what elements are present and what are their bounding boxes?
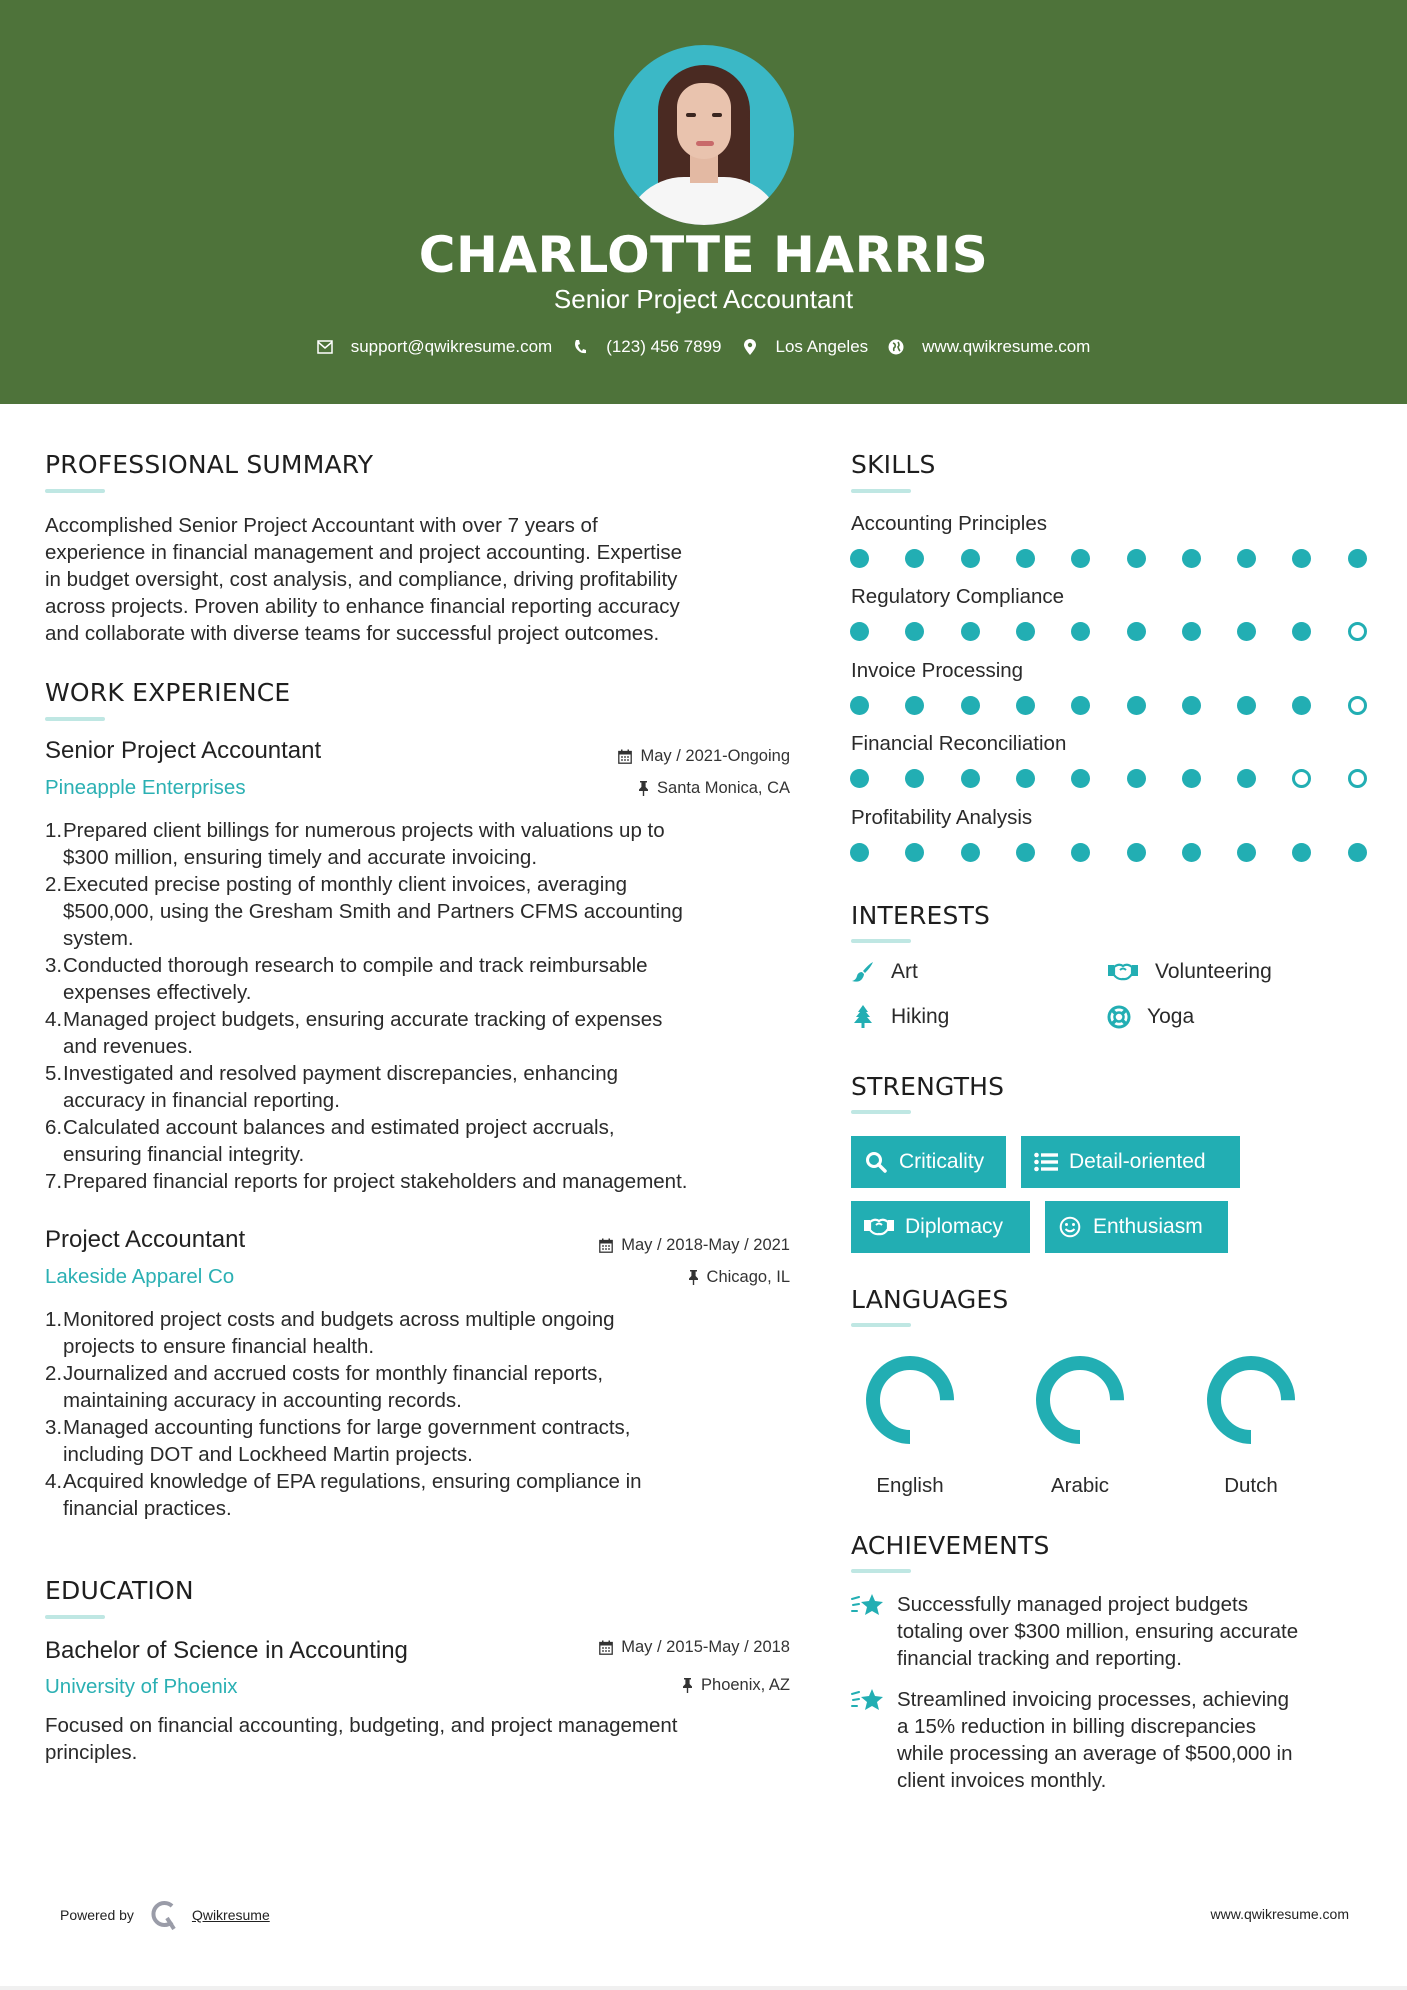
degree-title: Bachelor of Science in Accounting: [45, 1637, 408, 1664]
summary-underline: [45, 489, 105, 493]
rating-dot-filled: [1016, 843, 1035, 862]
rating-dot-filled: [1071, 843, 1090, 862]
achievement-item: [851, 1686, 1371, 1794]
calendar-icon: [599, 1238, 613, 1253]
rating-dot-filled: [1182, 769, 1201, 788]
list-item: 1. Prepared client billings for numerous projects with valuations up to $300 million, ensuring timely and accurate invoicing.: [45, 819, 665, 869]
rating-dot-filled: [905, 549, 924, 568]
rating-dot-filled: [961, 622, 980, 641]
rating-dot-filled: [1182, 622, 1201, 641]
rating-dot-filled: [850, 696, 869, 715]
skill-rating: [850, 696, 1370, 716]
language-ring: [862, 1352, 958, 1448]
rating-dot-filled: [1127, 622, 1146, 641]
list-icon: [1033, 1149, 1059, 1175]
education-underline: [45, 1615, 105, 1619]
pushpin-icon: [638, 781, 649, 796]
candidate-role: Senior Project Accountant: [553, 284, 854, 314]
summary-text: Accomplished Senior Project Accountant with over 7 years of experience in financial management and project accounting. Expertise in budget oversight, cost analysis, and compliance, driving profitability across projects. Proven ability to enhance financial reporting accuracy and collaborate with diverse teams for successful project outcomes.: [45, 514, 683, 645]
job-location: Chicago, IL: [688, 1268, 790, 1287]
contact-location-text: Los Angeles: [775, 337, 869, 356]
list-item: 3. Managed accounting functions for large government contracts, including DOT and Lockheed Martin projects.: [45, 1416, 631, 1466]
language-name: Dutch: [1224, 1474, 1278, 1497]
contact-email[interactable]: [317, 337, 553, 357]
list-item: 5. Investigated and resolved payment discrepancies, enhancing accuracy in financial reporting.: [45, 1062, 618, 1112]
smile-icon: [1057, 1214, 1083, 1240]
rating-dot-filled: [1237, 696, 1256, 715]
contact-email-text: support@qwikresume.com: [350, 337, 553, 356]
skill-rating: [850, 843, 1370, 863]
rating-dot-filled: [850, 769, 869, 788]
rating-dot-filled: [850, 843, 869, 862]
education-location: Phoenix, AZ: [682, 1676, 790, 1695]
rating-dot-filled: [1292, 696, 1311, 715]
resume-header: [0, 0, 1407, 404]
school-name: University of Phoenix: [45, 1675, 238, 1698]
language-ring: [1032, 1352, 1128, 1448]
skill-name: Profitability Analysis: [851, 806, 1033, 829]
interests-heading: INTERESTS: [851, 901, 991, 930]
skill-rating: [850, 769, 1370, 789]
tree-icon: [851, 1005, 875, 1029]
rating-dot-filled: [1127, 549, 1146, 568]
qwikresume-logo-icon: [150, 1900, 178, 1930]
rating-dot-filled: [1237, 622, 1256, 641]
rating-dot-filled: [1016, 549, 1035, 568]
education-dates: May / 2015-May / 2018: [599, 1638, 790, 1657]
language-name: Arabic: [1050, 1474, 1110, 1497]
education-description: Focused on financial accounting, budgeting, and project management principles.: [45, 1714, 678, 1764]
job-location: Santa Monica, CA: [638, 779, 790, 798]
envelope-icon: [317, 339, 333, 355]
rating-dot-filled: [1237, 843, 1256, 862]
rating-dot-filled: [850, 549, 869, 568]
rating-dot-filled: [905, 622, 924, 641]
skill-name: Invoice Processing: [851, 659, 1024, 682]
star-icon: [851, 1686, 885, 1716]
page-bottom-edge: [0, 1986, 1407, 1990]
pushpin-icon: [682, 1678, 693, 1693]
skill-name: Financial Reconciliation: [851, 732, 1067, 755]
rating-dot-filled: [1292, 549, 1311, 568]
job-title: Senior Project Accountant: [45, 737, 322, 764]
strength-badge-criticality: Criticality: [851, 1136, 1006, 1188]
skill-rating: [850, 622, 1370, 642]
education-heading: EDUCATION: [45, 1576, 194, 1605]
rating-dot-filled: [1182, 549, 1201, 568]
rating-dot-filled: [1071, 622, 1090, 641]
rating-dot-filled: [1071, 769, 1090, 788]
list-item: 3. Conducted thorough research to compile and track reimbursable expenses effectively.: [45, 954, 648, 1004]
skill-name: Regulatory Compliance: [851, 585, 1065, 608]
qwikresume-link[interactable]: Qwikresume: [191, 1907, 270, 1923]
languages-heading: LANGUAGES: [851, 1285, 1009, 1314]
rating-dot-empty: [1348, 769, 1367, 788]
language-ring: [1203, 1352, 1299, 1448]
life-ring-icon: [1107, 1005, 1131, 1029]
list-item: 2. Executed precise posting of monthly client invoices, averaging $500,000, using the Gresham Smith and Partners CFMS accounting system.: [45, 873, 683, 950]
rating-dot-filled: [1237, 769, 1256, 788]
skills-heading: SKILLS: [851, 450, 936, 479]
rating-dot-empty: [1292, 769, 1311, 788]
rating-dot-filled: [1182, 696, 1201, 715]
handshake-icon: [1107, 960, 1139, 984]
achievement-text: Streamlined invoicing processes, achieving a 15% reduction in billing discrepancies while processing an average of $500,000 in client invoices monthly.: [897, 1688, 1293, 1792]
contact-bar: [0, 337, 1407, 357]
rating-dot-empty: [1348, 622, 1367, 641]
map-pin-icon: [742, 339, 758, 355]
strength-badge-enthusiasm: Enthusiasm: [1045, 1201, 1228, 1253]
rating-dot-filled: [1016, 696, 1035, 715]
search-icon: [863, 1149, 889, 1175]
paintbrush-icon: [851, 960, 875, 984]
job-bullets: [45, 1306, 815, 1522]
rating-dot-filled: [1127, 769, 1146, 788]
skill-name: Accounting Principles: [851, 512, 1047, 535]
pushpin-icon: [688, 1270, 699, 1285]
phone-icon: [572, 339, 588, 355]
rating-dot-filled: [1127, 843, 1146, 862]
rating-dot-filled: [961, 769, 980, 788]
strengths-underline: [851, 1110, 911, 1114]
achievements-heading: ACHIEVEMENTS: [851, 1531, 1050, 1560]
experience-heading: WORK EXPERIENCE: [45, 678, 291, 707]
rating-dot-filled: [961, 549, 980, 568]
handshake-icon: [863, 1214, 895, 1240]
achievement-text: Successfully managed project budgets totaling over $300 million, ensuring accurate financial tracking and reporting.: [897, 1593, 1299, 1670]
list-item: 2. Journalized and accrued costs for monthly financial reports, maintaining accuracy in accounting records.: [45, 1362, 604, 1412]
rating-dot-filled: [905, 843, 924, 862]
strength-badge-detail-oriented: Detail-oriented: [1021, 1136, 1240, 1188]
interests-underline: [851, 939, 911, 943]
company-name: Pineapple Enterprises: [45, 776, 246, 799]
powered-by-label: Powered by: [60, 1907, 134, 1923]
calendar-icon: [599, 1640, 613, 1655]
language-item: [855, 1352, 965, 1498]
languages-underline: [851, 1323, 911, 1327]
language-item: [1025, 1352, 1135, 1498]
rating-dot-filled: [1016, 769, 1035, 788]
contact-website[interactable]: [888, 337, 1090, 357]
rating-dot-filled: [1071, 549, 1090, 568]
rating-dot-filled: [1016, 622, 1035, 641]
company-name: Lakeside Apparel Co: [45, 1265, 235, 1288]
strength-badge-diplomacy: Diplomacy: [851, 1201, 1030, 1253]
rating-dot-filled: [1127, 696, 1146, 715]
achievement-item: [851, 1591, 1371, 1672]
rating-dot-filled: [905, 696, 924, 715]
candidate-name: CHARLOTTE HARRIS: [418, 226, 989, 284]
rating-dot-filled: [1348, 843, 1367, 862]
language-item: [1196, 1352, 1306, 1498]
profile-photo: [614, 45, 794, 225]
interest-yoga: Yoga: [1107, 1005, 1194, 1029]
summary-heading: PROFESSIONAL SUMMARY: [45, 450, 374, 479]
rating-dot-filled: [1237, 549, 1256, 568]
footer-powered-by: [60, 1900, 270, 1930]
rating-dot-filled: [1292, 843, 1311, 862]
job-bullets: [45, 817, 815, 1195]
contact-phone[interactable]: [572, 337, 721, 357]
list-item: 6. Calculated account balances and estimated project accruals, ensuring financial integrity.: [45, 1116, 615, 1166]
rating-dot-empty: [1348, 696, 1367, 715]
rating-dot-filled: [1348, 549, 1367, 568]
strengths-heading: STRENGTHS: [851, 1072, 1005, 1101]
contact-location: [742, 337, 869, 357]
interest-volunteering: Volunteering: [1107, 960, 1272, 984]
job-dates: May / 2018-May / 2021: [599, 1236, 790, 1255]
footer-website[interactable]: www.qwikresume.com: [1210, 1906, 1349, 1922]
rating-dot-filled: [1071, 696, 1090, 715]
list-item: 4. Managed project budgets, ensuring accurate tracking of expenses and revenues.: [45, 1008, 663, 1058]
star-icon: [851, 1591, 885, 1621]
skill-rating: [850, 549, 1370, 569]
contact-website-text: www.qwikresume.com: [922, 337, 1091, 356]
rating-dot-filled: [1292, 622, 1311, 641]
job-dates: May / 2021-Ongoing: [618, 747, 790, 766]
rating-dot-filled: [1182, 843, 1201, 862]
achievements-underline: [851, 1569, 911, 1573]
job-title: Project Accountant: [45, 1226, 246, 1253]
contact-phone-text: (123) 456 7899: [606, 337, 722, 356]
rating-dot-filled: [961, 843, 980, 862]
skills-underline: [851, 489, 911, 493]
globe-icon: [888, 339, 904, 355]
experience-underline: [45, 717, 105, 721]
language-name: English: [876, 1474, 944, 1497]
list-item: 1. Monitored project costs and budgets across multiple ongoing projects to ensure financial health.: [45, 1308, 615, 1358]
rating-dot-filled: [905, 769, 924, 788]
calendar-icon: [618, 749, 632, 764]
list-item: 7. Prepared financial reports for project stakeholders and management.: [45, 1170, 688, 1193]
rating-dot-filled: [850, 622, 869, 641]
rating-dot-filled: [961, 696, 980, 715]
list-item: 4. Acquired knowledge of EPA regulations, ensuring compliance in financial practices.: [45, 1470, 642, 1520]
interest-art: Art: [851, 960, 918, 984]
interest-hiking: Hiking: [851, 1005, 949, 1029]
